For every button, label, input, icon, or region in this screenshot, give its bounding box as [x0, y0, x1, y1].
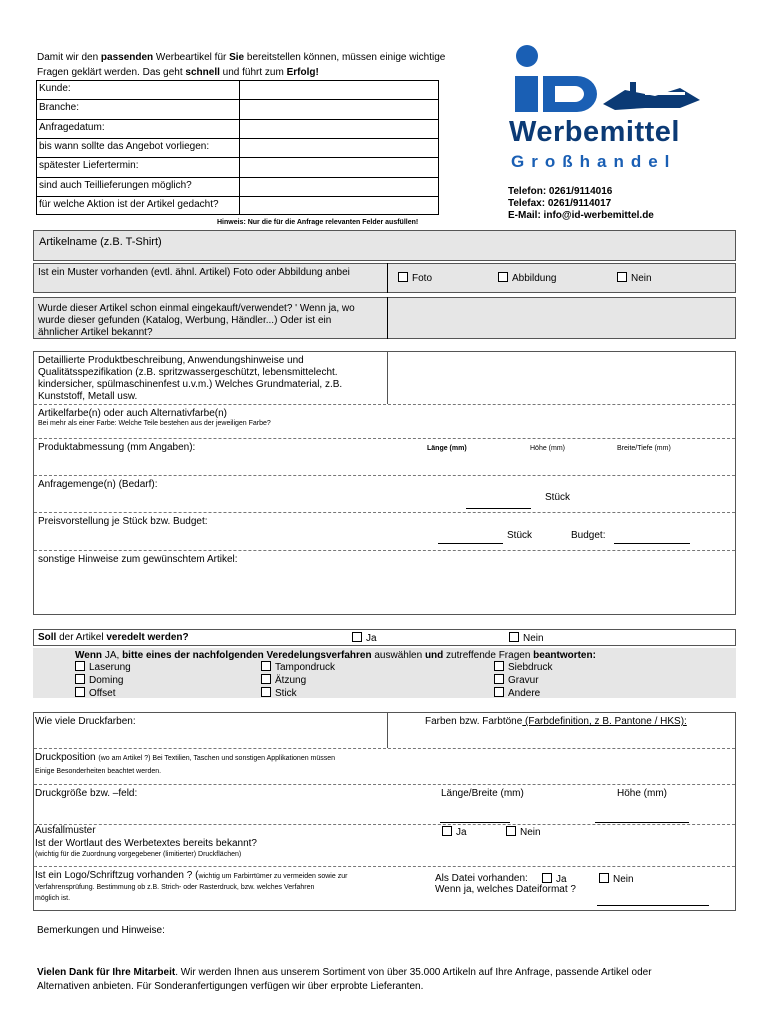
print-tones-label: Farben bzw. Farbtöne (Farbdefinition, z B. Pantone / HKS):	[425, 716, 687, 727]
finishing-instruction: Wenn JA, bitte eines der nachfolgenden Veredelungsverfahren auswählen und zutreffende Fragen beantworten:	[75, 650, 596, 661]
file-ja[interactable]: Ja	[542, 873, 567, 885]
article-color-sub: Bei mehr als einer Farbe: Welche Teile bestehen aus der jeweiligen Farbe?	[38, 420, 271, 427]
logo-line1: Werbemittel	[509, 116, 680, 148]
wording-sub: (wichtig für die Zuordnung vorgegebener (limitierter) Druckflächen)	[35, 851, 242, 858]
remarks-label: Bemerkungen und Hinweise:	[37, 925, 165, 936]
opt-foto[interactable]: Foto	[398, 272, 432, 284]
checkbox-icon[interactable]	[75, 687, 85, 697]
checkbox-icon[interactable]	[261, 674, 271, 684]
method-offset[interactable]: Offset	[75, 687, 131, 700]
thanks-text: Vielen Dank für Ihre Mitarbeit. Wir werden Ihnen aus unserem Sortiment von über 35.000 Artikeln auf Ihre Anfrage, passende Artikel oder Alternativen anbieten. Für Sonderanfertigungen verfügen wir über erprobte Lieferanten.	[37, 967, 652, 992]
finishing-question: Soll der Artikel veredelt werden?	[38, 632, 189, 643]
print-size-label: Druckgröße bzw. –feld:	[35, 788, 138, 799]
article-name-label: Artikelname (z.B. T-Shirt)	[39, 236, 162, 248]
method-tampondruck[interactable]: Tampondruck	[261, 661, 335, 674]
method-aetzung[interactable]: Ätzung	[261, 674, 335, 687]
customer-field-input[interactable]	[240, 177, 438, 196]
customer-field-label: für welche Aktion ist der Artikel gedacht?	[39, 198, 219, 210]
method-andere[interactable]: Andere	[494, 687, 552, 700]
checkbox-icon[interactable]	[494, 674, 504, 684]
checkbox-icon[interactable]	[494, 687, 504, 697]
checkbox-icon[interactable]	[509, 632, 519, 642]
email: E-Mail: info@id-werbemittel.de	[508, 210, 654, 221]
method-laserung[interactable]: Laserung	[75, 661, 131, 674]
methods-col2	[261, 661, 335, 700]
customer-field-label: bis wann sollte das Angebot vorliegen:	[39, 140, 210, 152]
price-unit: Stück	[507, 530, 533, 541]
company-logo	[505, 42, 720, 182]
checkbox-icon[interactable]	[617, 272, 627, 282]
method-doming[interactable]: Doming	[75, 674, 131, 687]
print-size-h: Höhe (mm)	[617, 788, 668, 799]
dim-width: Breite/Tiefe (mm)	[617, 445, 671, 452]
logo-question: Ist ein Logo/Schriftzug vorhanden ? (wichtig um Farbirrtümer zu vermeiden sowie zur Verfahrensprüfung. Bestimmung ob z.B. Strich- oder Rasterdruck, bzw. welches Verfahren möglich ist.	[35, 870, 348, 902]
print-position-label: Druckposition (wo am Artikel ?) Bei Textilien, Taschen und sonstigen Applikationen müssen Einige Besonderheiten beachtet werden.	[35, 752, 336, 775]
checkbox-icon[interactable]	[352, 632, 362, 642]
intro-text: Damit wir den passenden Werbeartikel für Sie bereitstellen können, müssen einige wichtige Fragen geklärt werden. Das geht schnell und führt zum Erfolg!	[37, 52, 446, 78]
checkbox-icon[interactable]	[398, 272, 408, 282]
checkbox-icon[interactable]	[261, 661, 271, 671]
product-description-label: Detaillierte Produktbeschreibung, Anwendungshinweise und Qualitätsspezifikation (z.B. spritzwassergeschützt, lebensmittelecht. kindersicher, spülmaschinenfest u.v.m.) Welches Grundmaterial, z.B. Kunststoff, Metall usw.	[38, 355, 343, 402]
customer-field-input[interactable]	[240, 138, 438, 157]
logo-line2: Großhandel	[511, 152, 677, 171]
quantity-unit: Stück	[545, 492, 571, 503]
phone: Telefon: 0261/9114016	[508, 186, 613, 197]
checkbox-icon[interactable]	[494, 661, 504, 671]
opt-abbildung[interactable]: Abbildung	[498, 272, 556, 284]
file-format-question: Wenn ja, welches Dateiformat ?	[435, 884, 576, 895]
dimension-label: Produktabmessung (mm Angaben):	[38, 442, 196, 453]
checkbox-icon[interactable]	[506, 826, 516, 836]
proof-nein[interactable]: Nein	[506, 826, 541, 838]
customer-field-label: spätester Liefertermin:	[39, 160, 139, 172]
methods-col1	[75, 661, 131, 700]
method-siebdruck[interactable]: Siebdruck	[494, 661, 552, 674]
quantity-label: Anfragemenge(n) (Bedarf):	[38, 479, 158, 490]
checkbox-icon[interactable]	[498, 272, 508, 282]
fax: Telefax: 0261/9114017	[508, 198, 612, 209]
hint-text: Hinweis: Nur die für die Anfrage relevanten Felder ausfüllen!	[217, 219, 419, 226]
finishing-nein[interactable]: Nein	[509, 632, 544, 644]
customer-field-label: Branche:	[39, 102, 80, 114]
method-stick[interactable]: Stick	[261, 687, 335, 700]
customer-field-label: Anfragedatum:	[39, 121, 105, 133]
print-colors-label: Wie viele Druckfarben:	[35, 716, 136, 727]
file-nein[interactable]: Nein	[599, 873, 634, 885]
sample-question: Ist ein Muster vorhanden (evtl. ähnl. Artikel) Foto oder Abbildung anbei	[38, 267, 350, 278]
customer-field-label: sind auch Teillieferungen möglich?	[39, 179, 192, 191]
checkbox-icon[interactable]	[599, 873, 609, 883]
opt-nein[interactable]: Nein	[617, 272, 652, 284]
checkbox-icon[interactable]	[261, 687, 271, 697]
checkbox-icon[interactable]	[442, 826, 452, 836]
customer-field-input[interactable]	[240, 80, 438, 99]
customer-field-input[interactable]	[240, 99, 438, 118]
proof-ja[interactable]: Ja	[442, 826, 467, 838]
proof-label: Ausfallmuster	[35, 825, 96, 836]
customer-field-input[interactable]	[240, 119, 438, 138]
checkbox-icon[interactable]	[542, 873, 552, 883]
dim-length: Länge (mm)	[427, 445, 467, 452]
dim-height: Höhe (mm)	[530, 445, 566, 452]
price-label: Preisvorstellung je Stück bzw. Budget:	[38, 516, 208, 527]
contact-block	[508, 186, 654, 222]
customer-field-input[interactable]	[240, 157, 438, 176]
bought-question: Wurde dieser Artikel schon einmal eingekauft/verwendet? ' Wenn ja, wo wurde dieser gefunden (Katalog, Werbung, Händler...) Oder ist ein ähnlicher Artikel bekannt?	[38, 303, 355, 338]
finishing-ja[interactable]: Ja	[352, 632, 377, 644]
customer-field-input[interactable]	[240, 196, 438, 215]
wording-label: Ist der Wortlaut des Werbetextes bereits bekannt?	[35, 838, 257, 849]
budget-label: Budget:	[571, 530, 606, 541]
customer-field-label: Kunde:	[39, 83, 71, 94]
other-notes-label: sonstige Hinweise zum gewünschtem Artikel:	[38, 554, 238, 565]
methods-col3	[494, 661, 552, 700]
method-gravur[interactable]: Gravur	[494, 674, 552, 687]
file-question: Als Datei vorhanden:	[435, 873, 528, 884]
article-color-label: Artikelfarbe(n) oder auch Alternativfarbe(n)	[38, 408, 227, 419]
checkbox-icon[interactable]	[75, 661, 85, 671]
checkbox-icon[interactable]	[75, 674, 85, 684]
print-size-lb: Länge/Breite (mm)	[441, 788, 524, 799]
